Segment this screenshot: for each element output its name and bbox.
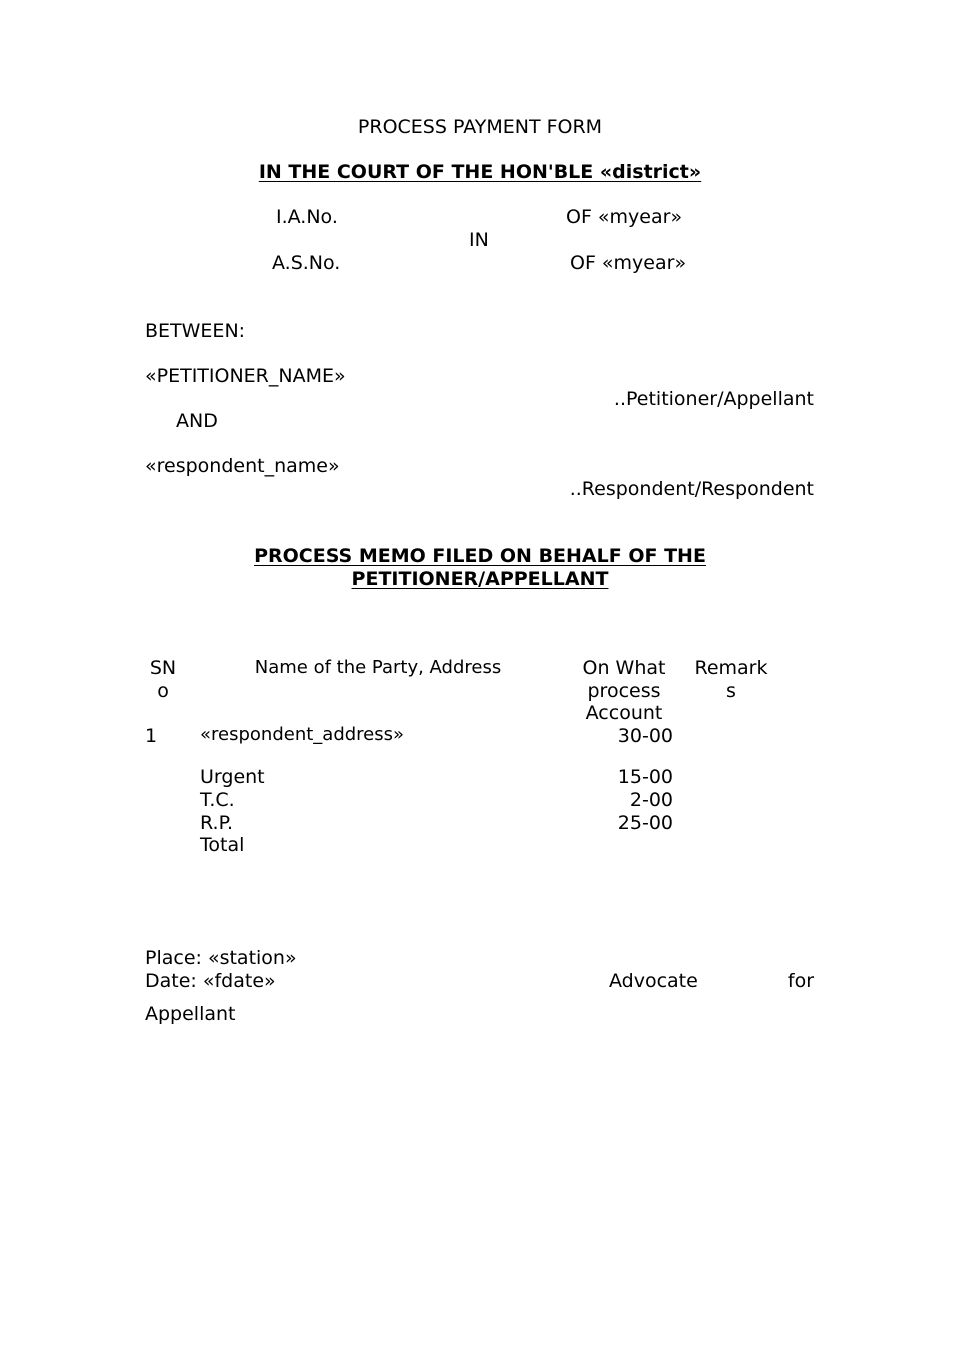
petitioner-name: «PETITIONER_NAME» xyxy=(145,365,346,387)
place-line: Place: «station» xyxy=(145,947,297,969)
in-label: IN xyxy=(469,229,489,251)
form-title: PROCESS PAYMENT FORM xyxy=(357,116,603,138)
header-sno-line1: SN xyxy=(149,657,177,679)
charge-label: R.P. xyxy=(200,812,234,834)
for-label: for xyxy=(787,970,814,992)
charge-label: T.C. xyxy=(200,789,235,811)
as-number-label: A.S.No. xyxy=(272,252,341,274)
charge-amount: 2-00 xyxy=(629,789,673,811)
header-remarks-line2: s xyxy=(726,680,736,702)
appellant-label: Appellant xyxy=(145,1003,236,1025)
charge-label: Urgent xyxy=(200,766,265,788)
ia-number-label: I.A.No. xyxy=(276,206,338,228)
header-process-line3: Account xyxy=(585,702,663,724)
header-sno-line2: o xyxy=(157,680,169,702)
row-sno: 1 xyxy=(145,725,158,747)
advocate-label: Advocate xyxy=(609,970,698,992)
memo-heading-line2: PETITIONER/APPELLANT xyxy=(351,568,609,590)
and-label: AND xyxy=(176,410,218,432)
date-line: Date: «fdate» xyxy=(145,970,276,992)
row-address: «respondent_address» xyxy=(200,724,405,745)
petitioner-role: ..Petitioner/Appellant xyxy=(613,388,814,410)
respondent-name: «respondent_name» xyxy=(145,455,340,477)
header-name-address: Name of the Party, Address xyxy=(254,657,502,678)
charge-amount: 25-00 xyxy=(617,812,673,834)
as-year: OF «myear» xyxy=(570,252,687,274)
header-process-line2: process xyxy=(587,680,661,702)
respondent-role: ..Respondent/Respondent xyxy=(569,478,814,500)
between-label: BETWEEN: xyxy=(145,320,246,342)
header-process-line1: On What xyxy=(582,657,666,679)
row-amount: 30-00 xyxy=(617,725,673,747)
header-remarks-line1: Remark xyxy=(694,657,768,679)
charge-label: Total xyxy=(200,834,245,856)
court-heading: IN THE COURT OF THE HON'BLE «district» xyxy=(258,161,702,183)
charge-amount: 15-00 xyxy=(617,766,673,788)
memo-heading-line1: PROCESS MEMO FILED ON BEHALF OF THE xyxy=(254,545,706,567)
ia-year: OF «myear» xyxy=(566,206,683,228)
